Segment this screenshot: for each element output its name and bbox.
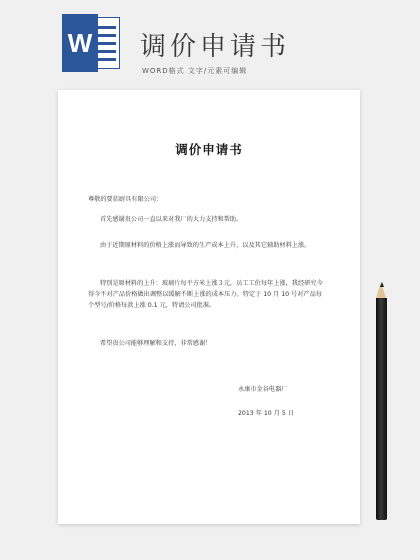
- pencil-image: [376, 282, 387, 520]
- document-title: 调价申请书: [175, 142, 243, 157]
- pencil-lead: [380, 282, 384, 287]
- pencil-body: [376, 298, 387, 520]
- page-title: 调价申请书: [140, 32, 291, 62]
- paragraph-closing: 希望贵公司能够理解和支持，非常感谢！: [100, 340, 212, 347]
- header: [0, 0, 420, 82]
- word-document-icon: [62, 14, 120, 72]
- word-icon-letter: W: [67, 27, 93, 58]
- signature-organization: 永康市金谷电器厂: [238, 386, 288, 393]
- page-subtitle: WORD格式 文字/元素可编辑: [142, 67, 248, 75]
- document-page: [58, 90, 360, 524]
- word-icon-badge: [62, 14, 98, 72]
- paragraph-thanks: 首先感谢贵公司一直以来对我厂的大力支持和帮助。: [100, 216, 243, 223]
- signature-date: 2013 年 10 月 5 日: [238, 410, 294, 417]
- paragraph-price-adjustment: 特别是原材料的上升：玻璃片每平方米上涨３元，员工工价每年上涨，我经研究今得今不对产品价格做出调整以缓解不断上涨的成本压力。特定于 10 月 10 号对产品每个型号/价格每款上涨 0.1 元，特请公司批准。: [88, 280, 323, 309]
- paragraph-cost-rise: 由于近期原材料的价格上涨而导致的生产成本上升，以及其它辅助材料上涨。: [100, 242, 311, 249]
- salutation: 尊敬的要括厨具有限公司：: [88, 196, 163, 203]
